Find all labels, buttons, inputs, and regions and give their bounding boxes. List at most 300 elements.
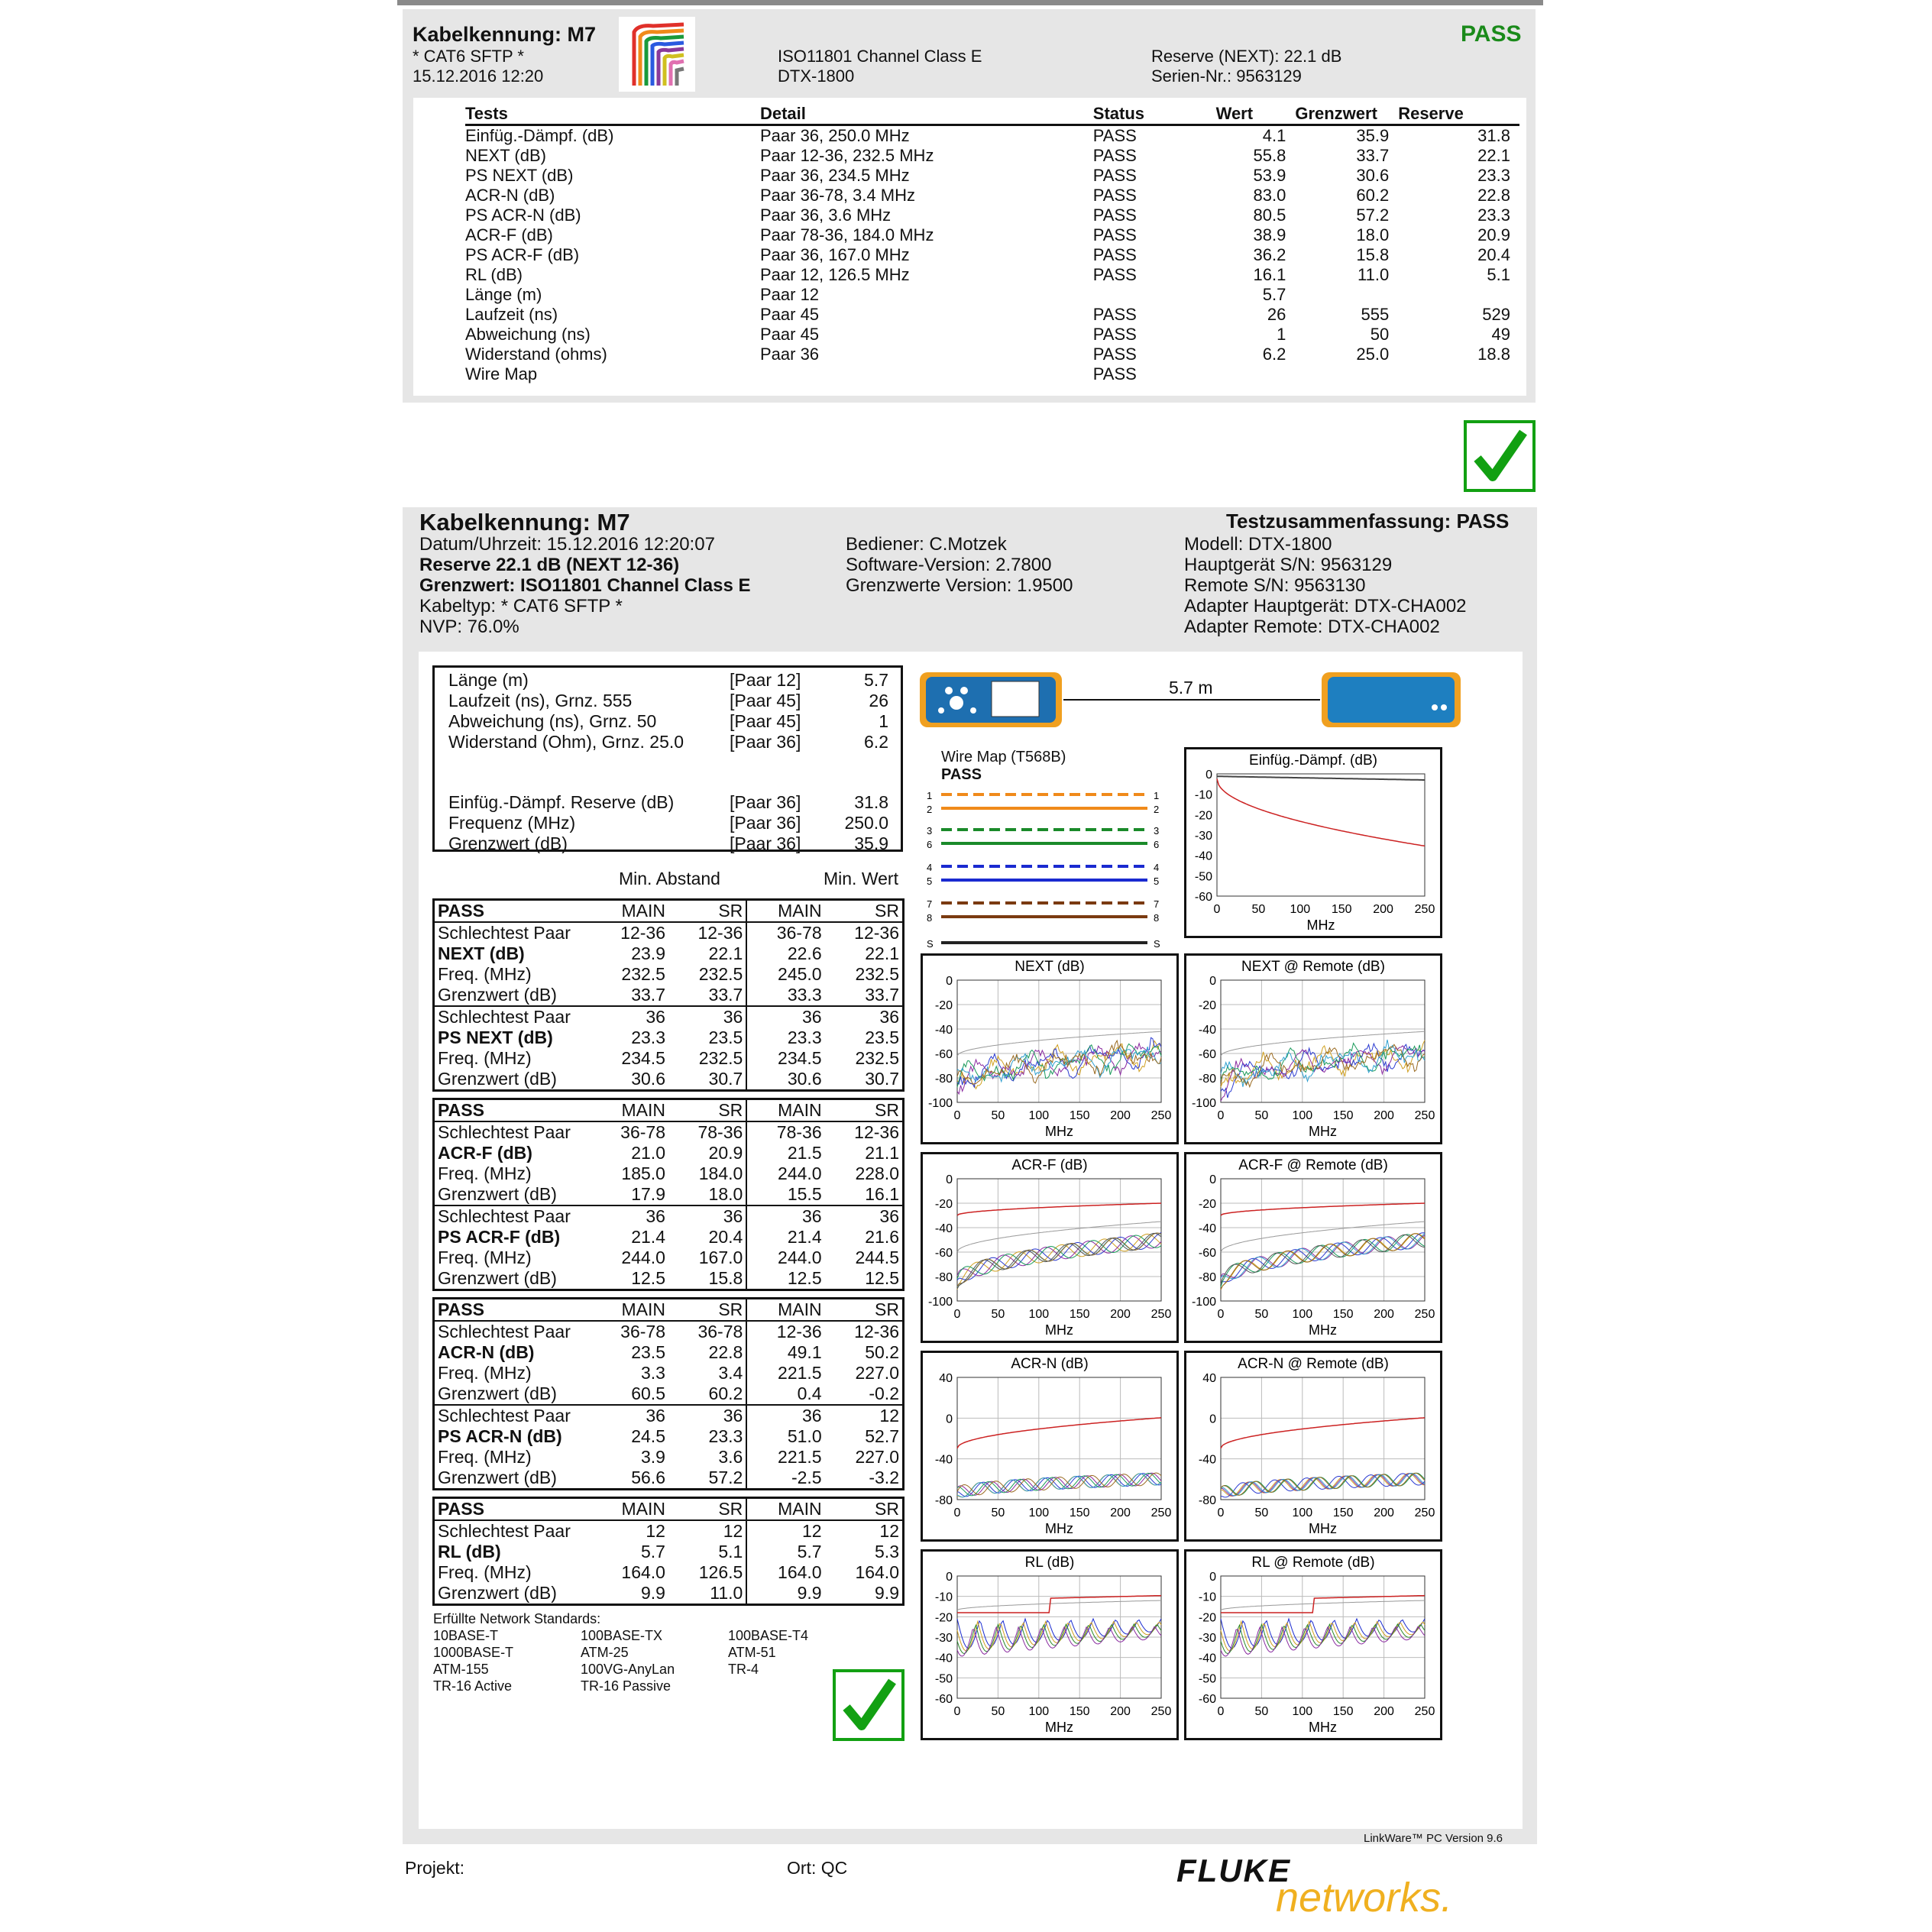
summary-pass: PASS	[434, 1498, 591, 1521]
summary-cell: 23.5	[708, 1027, 743, 1047]
standards-title: Erfüllte Network Standards:	[433, 1611, 601, 1626]
summary-cell: 244.0	[746, 1163, 824, 1184]
summary-cell: Grenzwert (dB)	[438, 1268, 557, 1288]
x-tick-label: 50	[991, 1109, 1005, 1122]
summary-row	[434, 985, 904, 1006]
summary-cell: 30.7	[865, 1069, 899, 1089]
tests-cell	[1093, 285, 1216, 305]
stat-row	[445, 670, 892, 691]
summary-cell: Grenzwert (dB)	[438, 1184, 557, 1204]
summary-cell: Freq. (MHz)	[438, 1248, 532, 1267]
tests-row	[465, 364, 1519, 384]
tests-cell: 22.8	[1477, 186, 1510, 205]
x-axis-label: MHz	[1045, 1124, 1073, 1139]
wiremap-pin-left: 1	[927, 790, 933, 801]
x-axis-label: MHz	[1309, 1124, 1337, 1139]
summary-cell: 21.4	[631, 1227, 665, 1247]
info-line: NVP: 76.0%	[419, 616, 519, 637]
x-tick-label: 250	[1414, 1705, 1435, 1718]
stat-row	[445, 711, 892, 732]
summary-cell: 78-36	[697, 1122, 743, 1142]
y-tick-label: -80	[1198, 1073, 1216, 1086]
y-tick-label: -40	[1198, 1222, 1216, 1235]
stat-cell: 5.7	[864, 670, 888, 690]
tests-cell: PASS	[1092, 225, 1137, 244]
summary-cell: Grenzwert (dB)	[438, 1583, 557, 1603]
tests-cell: 80.5	[1253, 205, 1286, 225]
tests-cell: Paar 12-36, 232.5 MHz	[759, 146, 934, 165]
stat-cell: Abweichung (ns), Grnz. 50	[448, 711, 657, 731]
x-tick-label: 250	[1414, 1109, 1435, 1122]
x-tick-label: 100	[1028, 1308, 1050, 1321]
y-tick-label: -20	[1198, 1611, 1216, 1625]
summary-row	[434, 1363, 904, 1383]
x-tick-label: 100	[1028, 1506, 1050, 1519]
summary-cell: 15.5	[746, 1184, 824, 1205]
stat-cell: [Paar 45]	[730, 691, 801, 710]
wiremap-pin-right: 3	[1154, 825, 1160, 837]
y-tick-label: -80	[1198, 1271, 1216, 1284]
min-wert-label: Min. Wert	[824, 869, 898, 888]
series-line	[957, 1622, 1161, 1652]
summary-cell: 17.9	[631, 1184, 665, 1204]
summary-table	[432, 1497, 905, 1606]
tests-cell: 15.8	[1356, 245, 1390, 264]
summary-cell: 5.1	[718, 1542, 743, 1561]
y-tick-label: -30	[1198, 1632, 1216, 1645]
y-tick-label: 0	[1209, 1413, 1216, 1426]
summary-cell: 167.0	[698, 1248, 743, 1267]
summary-row	[434, 1163, 904, 1184]
tests-cell: 38.9	[1253, 225, 1286, 244]
y-tick-label: -20	[1198, 1198, 1216, 1211]
tests-cell: 6.2	[1262, 345, 1286, 364]
page1-tests-panel	[413, 98, 1526, 396]
summary-row	[434, 1468, 904, 1490]
y-tick-label: -30	[1194, 830, 1212, 843]
tests-cell: PASS	[1092, 345, 1137, 364]
summary-cell: 12-36	[854, 1322, 899, 1341]
y-tick-label: -50	[1198, 1672, 1216, 1686]
tests-cell: Länge (m)	[465, 285, 542, 304]
summary-row	[434, 1048, 904, 1069]
y-tick-label: -20	[934, 1198, 953, 1211]
tests-cell: 83.0	[1253, 186, 1286, 205]
summary-cell: 21.4	[746, 1227, 824, 1248]
summary-row	[434, 1006, 904, 1027]
y-tick-label: -100	[927, 1296, 953, 1309]
tests-cell: Laufzeit (ns)	[465, 305, 558, 324]
x-tick-label: 0	[1217, 1308, 1225, 1321]
x-tick-label: 100	[1292, 1506, 1313, 1519]
graph-title: ACR-F @ Remote (dB)	[1238, 1157, 1388, 1173]
summary-cell: 33.7	[631, 985, 665, 1005]
x-tick-label: 50	[1254, 1308, 1269, 1321]
wiremap-pin-right: S	[1154, 938, 1160, 950]
y-tick-label: -20	[934, 999, 953, 1012]
summary-cell: 36	[668, 1006, 746, 1027]
summary-row	[434, 1184, 904, 1205]
stat-cell: Grenzwert (dB)	[448, 833, 568, 853]
x-tick-label: 0	[1217, 1705, 1225, 1718]
summary-table	[432, 1098, 905, 1291]
standard-item: TR-4	[728, 1662, 759, 1677]
stat-cell: 31.8	[854, 792, 888, 812]
summary-table	[432, 1297, 905, 1490]
stat-row	[445, 732, 892, 752]
standard-item: TR-16 Active	[433, 1678, 513, 1694]
x-tick-label: 250	[1150, 1109, 1172, 1122]
summary-cell: 232.5	[698, 964, 743, 984]
graph-next	[1184, 953, 1442, 1144]
summary-cell: 221.5	[746, 1363, 824, 1383]
summary-col-header: MAIN	[591, 1299, 668, 1322]
summary-cell: 15.8	[708, 1268, 743, 1288]
standard-item: 100BASE-T4	[728, 1628, 809, 1643]
tests-cell: Paar 45	[759, 325, 820, 344]
summary-cell: 234.5	[746, 1048, 824, 1069]
page2-info-right	[1184, 534, 1467, 637]
tests-row	[465, 225, 1519, 245]
page2-summary: Testzusammenfassung: PASS	[1226, 510, 1510, 532]
tests-cell	[1398, 285, 1519, 305]
limit-line-red	[957, 1596, 1161, 1613]
distance-label: 5.7 m	[1169, 678, 1213, 697]
wiremap-pin-left: 5	[927, 875, 933, 887]
x-tick-label: 200	[1110, 1308, 1131, 1321]
tests-cell: 30.6	[1356, 166, 1390, 185]
summary-cell: 12-36	[854, 1122, 899, 1142]
tests-cell: 11.0	[1358, 265, 1390, 284]
summary-cell: 52.7	[865, 1426, 899, 1446]
summary-cell: 22.6	[746, 943, 824, 964]
y-tick-label: -20	[1194, 809, 1212, 823]
x-tick-label: 100	[1290, 903, 1311, 916]
tests-cell: PASS	[1092, 205, 1137, 225]
summary-cell: 185.0	[621, 1163, 665, 1183]
limit-line	[1221, 1222, 1425, 1252]
stat-cell: Einfüg.-Dämpf. Reserve (dB)	[448, 792, 675, 812]
summary-row	[434, 1027, 904, 1048]
tests-row	[465, 205, 1519, 225]
summary-cell: 33.7	[708, 985, 743, 1005]
page1-result: PASS	[1461, 21, 1522, 47]
summary-cell: 56.6	[631, 1468, 665, 1487]
tests-cell: PASS	[1092, 364, 1137, 383]
summary-cell: 3.3	[641, 1363, 665, 1383]
summary-row	[434, 1342, 904, 1363]
summary-cell: 36	[668, 1205, 746, 1227]
tests-cell: Paar 36, 234.5 MHz	[759, 166, 910, 185]
summary-cell: 22.8	[708, 1342, 743, 1362]
limit-line-red	[957, 1203, 1161, 1215]
tests-header-cell: Reserve	[1398, 104, 1519, 125]
summary-row	[434, 1426, 904, 1447]
length-box	[432, 665, 903, 852]
y-tick-label: 0	[1209, 1173, 1216, 1186]
summary-row	[434, 1121, 904, 1143]
y-tick-label: -50	[1194, 870, 1212, 884]
series-line	[1221, 1622, 1425, 1652]
summary-cell: 234.5	[621, 1048, 665, 1068]
summary-cell: Schlechtest Paar	[438, 1122, 571, 1142]
stat-cell: Widerstand (Ohm), Grnz. 25.0	[448, 732, 684, 752]
summary-cell: 30.7	[708, 1069, 743, 1089]
tests-cell: 16.1	[1253, 265, 1286, 284]
summary-cell: 57.2	[708, 1468, 743, 1487]
x-tick-label: 50	[991, 1308, 1005, 1321]
tests-cell: Wire Map	[465, 364, 538, 383]
summary-cell: 78-36	[746, 1121, 824, 1143]
tests-cell: PASS	[1092, 126, 1137, 145]
page1-cable: * CAT6 SFTP *	[413, 47, 524, 66]
limit-line	[957, 1222, 1161, 1252]
summary-cell: PS ACR-F (dB)	[438, 1227, 561, 1247]
summary-cell: 30.6	[746, 1069, 824, 1091]
summary-row	[434, 1268, 904, 1290]
x-tick-label: 200	[1110, 1705, 1131, 1718]
summary-cell: 50.2	[865, 1342, 899, 1362]
summary-cell: 9.9	[875, 1583, 899, 1603]
x-tick-label: 200	[1374, 1109, 1394, 1122]
y-tick-label: -40	[1194, 849, 1212, 863]
y-tick-label: -80	[934, 1271, 953, 1284]
y-tick-label: -60	[1198, 1048, 1216, 1061]
wiremap-diagram	[924, 785, 1169, 950]
y-tick-label: -60	[934, 1048, 953, 1061]
y-tick-label: -40	[934, 1652, 953, 1665]
wiremap-title: Wire Map (T568B)	[941, 749, 1066, 765]
tests-cell: PASS	[1092, 305, 1137, 324]
summary-cell: 23.3	[708, 1426, 743, 1446]
graph-title: ACR-N (dB)	[1011, 1356, 1089, 1372]
graph-title: RL (dB)	[1024, 1555, 1075, 1571]
summary-header	[434, 1299, 904, 1322]
standard-item: TR-16 Passive	[581, 1678, 672, 1694]
summary-cell: 164.0	[746, 1562, 824, 1583]
summary-cell: 9.9	[641, 1583, 665, 1603]
tests-table	[465, 104, 1519, 384]
info-line: Bediener: C.Motzek	[846, 534, 1007, 555]
stat-row	[445, 813, 892, 833]
tests-cell: 26	[1267, 305, 1286, 324]
y-tick-label: -20	[1198, 999, 1216, 1012]
summary-cell: -0.2	[869, 1383, 899, 1403]
x-tick-label: 150	[1069, 1308, 1090, 1321]
summary-col-header: MAIN	[591, 1498, 668, 1521]
stat-cell: 250.0	[844, 813, 888, 833]
limit-line-red	[957, 1418, 1161, 1448]
summary-cell: 36	[825, 1006, 904, 1027]
il-measured-line	[1217, 778, 1425, 846]
x-tick-label: 250	[1150, 1506, 1172, 1519]
summary-cell: -2.5	[746, 1468, 824, 1490]
graph-next	[921, 953, 1179, 1144]
tests-cell: PASS	[1092, 166, 1137, 185]
page2-info-left	[419, 534, 751, 637]
tests-cell: NEXT (dB)	[465, 146, 546, 165]
tests-row	[465, 325, 1519, 345]
wiremap-result: PASS	[941, 766, 982, 783]
summary-cell: 21.0	[631, 1143, 665, 1163]
summary-cell: 12.5	[865, 1268, 899, 1288]
info-line: Datum/Uhrzeit: 15.12.2016 12:20:07	[419, 534, 715, 555]
standard-item: ATM-155	[433, 1662, 489, 1677]
info-line: Modell: DTX-1800	[1184, 534, 1332, 555]
y-tick-label: -40	[1198, 1024, 1216, 1037]
min-abstand-label: Min. Abstand	[619, 869, 720, 888]
info-line: Software-Version: 2.7800	[846, 555, 1052, 575]
y-tick-label: 0	[946, 1571, 953, 1584]
summary-cell: Schlechtest Paar	[434, 1405, 591, 1426]
tests-cell: PASS	[1092, 186, 1137, 205]
graph-title: ACR-N @ Remote (dB)	[1238, 1356, 1389, 1372]
summary-cell: 33.3	[746, 985, 824, 1006]
tests-cell: 50	[1370, 325, 1390, 344]
y-tick-label: -60	[934, 1247, 953, 1260]
info-line: Adapter Remote: DTX-CHA002	[1184, 616, 1440, 637]
summary-cell: 244.0	[621, 1248, 665, 1267]
summary-cell: 5.3	[875, 1542, 899, 1561]
x-tick-label: 50	[991, 1705, 1005, 1718]
stat-cell: [Paar 36]	[730, 833, 801, 853]
summary-header	[434, 1099, 904, 1122]
tests-row	[465, 125, 1519, 147]
stat-cell: [Paar 36]	[730, 813, 801, 833]
footer-projekt: Projekt:	[405, 1858, 464, 1878]
summary-col-header: MAIN	[746, 1299, 824, 1322]
stat-cell: 6.2	[864, 732, 888, 752]
stat-cell: Länge (m)	[448, 670, 529, 690]
summary-cell: 36	[668, 1405, 746, 1426]
stat-cell: Frequenz (MHz)	[448, 813, 576, 833]
summary-cell: 60.5	[631, 1383, 665, 1403]
summary-cell: 36	[746, 1205, 824, 1227]
summary-cell: 9.9	[746, 1583, 824, 1605]
graph-title: ACR-F (dB)	[1011, 1157, 1088, 1173]
summary-cell: 221.5	[746, 1447, 824, 1468]
summary-cell: -3.2	[869, 1468, 899, 1487]
summary-row	[434, 1205, 904, 1227]
y-tick-label: 0	[946, 1413, 953, 1426]
fluke-logo-text: FLUKE	[1176, 1853, 1291, 1888]
page1-title: Kabelkennung: M7	[413, 23, 597, 46]
tests-cell: 53.9	[1253, 166, 1286, 185]
summary-cell: 12-36	[620, 923, 665, 943]
summary-cell: 36-78	[697, 1322, 743, 1341]
x-tick-label: 50	[1254, 1109, 1269, 1122]
summary-cell: Freq. (MHz)	[438, 964, 532, 984]
x-axis-label: MHz	[1309, 1322, 1337, 1338]
summary-col-header: SR	[825, 1299, 904, 1322]
tests-cell: 36.2	[1253, 245, 1286, 264]
y-tick-label: -40	[934, 1024, 953, 1037]
summary-row	[434, 1383, 904, 1405]
limit-line	[1221, 1600, 1425, 1610]
tests-cell: 4.1	[1262, 126, 1286, 145]
summary-row	[434, 964, 904, 985]
main-unit-icon	[918, 669, 1063, 730]
tests-cell: 20.9	[1477, 225, 1510, 244]
remote-unit-icon	[1320, 669, 1462, 730]
summary-cell: PS NEXT (dB)	[438, 1027, 553, 1047]
summary-cell: NEXT (dB)	[438, 943, 525, 963]
graph-acrn	[921, 1351, 1179, 1542]
summary-row	[434, 1542, 904, 1562]
y-tick-label: -60	[1198, 1247, 1216, 1260]
y-tick-label: -80	[934, 1494, 953, 1507]
tests-cell: 555	[1361, 305, 1390, 324]
x-tick-label: 200	[1374, 1506, 1394, 1519]
wiremap-pin-left: 4	[927, 862, 933, 873]
summary-row	[434, 1447, 904, 1468]
x-tick-label: 50	[1254, 1705, 1269, 1718]
info-line: Kabeltyp: * CAT6 SFTP *	[419, 596, 623, 616]
summary-col-header: MAIN	[591, 900, 668, 923]
summary-cell: ACR-N (dB)	[438, 1342, 535, 1362]
summary-cell: Grenzwert (dB)	[438, 1383, 557, 1403]
x-tick-label: 50	[1254, 1506, 1269, 1519]
x-axis-label: MHz	[1045, 1521, 1073, 1536]
tests-header-cell: Grenzwert	[1295, 104, 1398, 125]
summary-row	[434, 1405, 904, 1426]
summary-row	[434, 922, 904, 943]
summary-cell: 232.5	[855, 1048, 899, 1068]
summary-cell: 23.3	[631, 1027, 665, 1047]
graph-title: Einfüg.-Dämpf. (dB)	[1249, 752, 1377, 769]
tests-cell: Paar 36, 3.6 MHz	[759, 205, 892, 225]
x-tick-label: 150	[1331, 903, 1352, 916]
summary-cell: 164.0	[621, 1562, 665, 1582]
x-tick-label: 250	[1414, 1308, 1435, 1321]
tests-cell: 1	[1277, 325, 1286, 344]
y-tick-label: 0	[1205, 769, 1212, 782]
wiremap-pin-right: 4	[1154, 862, 1160, 873]
x-tick-label: 100	[1028, 1705, 1050, 1718]
stat-cell: Laufzeit (ns), Grnz. 555	[448, 691, 633, 710]
x-tick-label: 150	[1332, 1705, 1354, 1718]
summary-cell: PS ACR-N (dB)	[438, 1426, 562, 1446]
summary-cell: 21.1	[865, 1143, 899, 1163]
summary-row	[434, 1520, 904, 1542]
tests-cell: 55.8	[1253, 146, 1286, 165]
x-axis-label: MHz	[1306, 917, 1335, 933]
summary-cell: 232.5	[621, 964, 665, 984]
summary-cell: 24.5	[631, 1426, 665, 1446]
stat-cell: 1	[879, 711, 888, 731]
y-tick-label: -50	[934, 1672, 953, 1686]
graph-il	[1184, 747, 1442, 938]
y-tick-label: 0	[1209, 1571, 1216, 1584]
tests-header-cell: Tests	[465, 104, 760, 125]
summary-cell: 227.0	[855, 1447, 899, 1467]
summary-cell: 33.7	[865, 985, 899, 1005]
tests-cell: PASS	[1092, 265, 1137, 284]
x-tick-label: 250	[1150, 1308, 1172, 1321]
summary-cell: Freq. (MHz)	[438, 1163, 532, 1183]
summary-cell: 23.5	[865, 1027, 899, 1047]
wiremap-pin-right: 5	[1154, 875, 1160, 887]
summary-cell: 23.5	[631, 1342, 665, 1362]
info-line: Grenzwert: ISO11801 Channel Class E	[419, 575, 751, 596]
tests-cell: 25.0	[1356, 345, 1390, 364]
wiremap-pin-right: 6	[1154, 839, 1160, 850]
tests-cell: RL (dB)	[465, 265, 523, 284]
summary-cell: Grenzwert (dB)	[438, 985, 557, 1005]
x-axis-label: MHz	[1309, 1521, 1337, 1536]
tests-cell: 529	[1482, 305, 1510, 324]
summary-cell: 232.5	[855, 964, 899, 984]
